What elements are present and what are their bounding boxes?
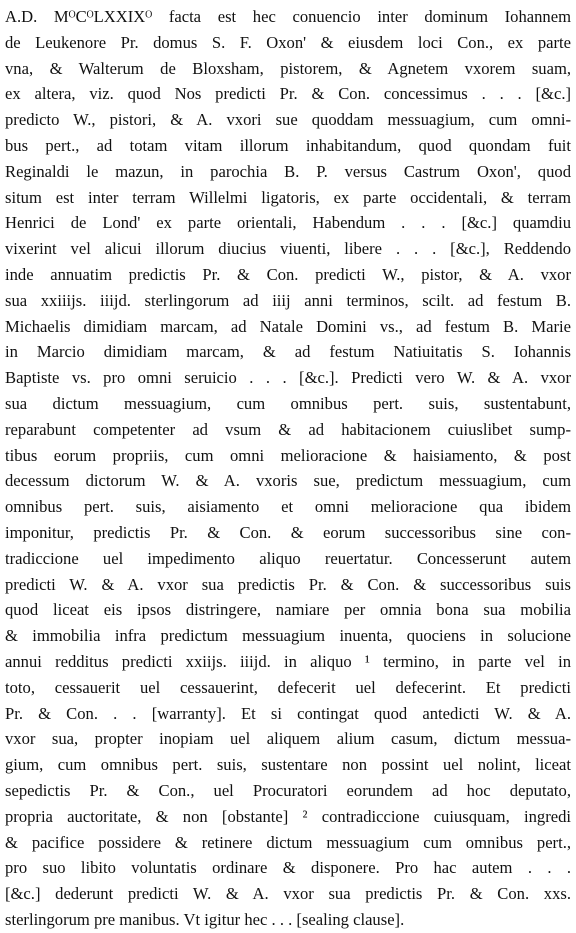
text-line: A.D. MᴼCᴼLXXIXᴼ facta est hec conuencio inter dominum Iohannem: [5, 7, 571, 26]
text-line: decessum dictorum W. & A. vxoris sue, predictum messuagium, cum: [5, 471, 571, 491]
text-line: Henrici de Lond' ex parte orientali, Habendum . . . [&c.] quamdiu: [5, 213, 571, 233]
text-line: ex altera, viz. quod Nos predicti Pr. & Con. concessimus . . . [&c.]: [5, 84, 571, 104]
text-line: sua xxiiijs. iiijd. sterlingorum ad iiij anni terminos, scilt. ad festum B.: [5, 290, 571, 310]
text-line: omnibus pert. suis, aisiamento et omni melioracione qua ibidem: [5, 497, 571, 517]
text-line: situm est inter terram Willelmi ligatoris, ex parte occidentali, & terram: [5, 187, 571, 207]
text-line: [&c.] dederunt predicti W. & A. vxor sua predictis Pr. & Con. xxs.: [5, 884, 571, 904]
text-line: quod liceat eis ipsos distringere, namiare per omnia bona sua mobilia: [5, 600, 571, 620]
document-page: [5, 4, 571, 933]
text-line: inde annuatim predictis Pr. & Con. predicti W., pistor, & A. vxor: [5, 264, 571, 284]
text-line: predicti W. & A. vxor sua predictis Pr. & Con. & successoribus suis: [5, 574, 571, 594]
text-line: Pr. & Con. . . [warranty]. Et si contingat quod antedicti W. & A.: [5, 703, 571, 723]
text-line: sterlingorum pre manibus. Vt igitur hec . . . [sealing clause].: [5, 909, 405, 929]
text-line: vxor sua, propter inopiam uel aliquem alium casum, dictum messua-: [5, 729, 571, 749]
text-line: & pacifice possidere & retinere dictum messuagium cum omnibus pert.,: [5, 832, 571, 852]
text-line: toto, cessauerit uel cessauerint, defecerit uel defecerint. Et predicti: [5, 677, 571, 697]
text-line: Michaelis dimidiam marcam, ad Natale Domini vs., ad festum B. Marie: [5, 316, 571, 336]
text-line: tibus eorum propriis, cum omni melioracione & haisiamento, & post: [5, 445, 571, 465]
text-line: vna, & Walterum de Bloxsham, pistorem, & Agnetem vxorem suam,: [5, 58, 571, 78]
text-line: tradiccione uel impedimento aliquo reuertatur. Concesserunt autem: [5, 548, 571, 568]
text-line: predicto W., pistori, & A. vxori sue quoddam messuagium, cum omni-: [5, 110, 571, 130]
text-line: pro suo libito voluntatis ordinare & disponere. Pro hac autem . . .: [5, 858, 571, 878]
text-line: reparabunt competenter ad vsum & ad habitacionem cuiuslibet sump-: [5, 419, 571, 439]
text-line: Reginaldi le mazun, in parochia B. P. versus Castrum Oxon', quod: [5, 161, 571, 181]
text-line: imponitur, predictis Pr. & Con. & eorum successoribus sine con-: [5, 522, 571, 542]
text-line: vixerint vel alicui illorum diucius viuenti, libere . . . [&c.], Reddendo: [5, 239, 571, 259]
text-line: annui redditus predicti xxiijs. iiijd. in aliquo ¹ termino, in parte vel in: [5, 651, 571, 671]
text-line: sepedictis Pr. & Con., uel Procuratori eorundem ad hoc deputato,: [5, 780, 571, 800]
text-line: sua dictum messuagium, cum omnibus pert. suis, sustentabunt,: [5, 393, 571, 413]
text-line: Baptiste vs. pro omni seruicio . . . [&c.]. Predicti vero W. & A. vxor: [5, 368, 571, 388]
text-line: bus pert., ad totam vitam illorum inhabitandum, quod quondam fuit: [5, 135, 571, 155]
text-line: propria auctoritate, & non [obstante] ² contradiccione cuiusquam, ingredi: [5, 806, 571, 826]
text-line: in Marcio dimidiam marcam, & ad festum Natiuitatis S. Iohannis: [5, 342, 571, 362]
text-line: de Leukenore Pr. domus S. F. Oxon' & eiusdem loci Con., ex parte: [5, 32, 571, 52]
text-line: gium, cum omnibus pert. suis, sustentare non possint uel nolint, liceat: [5, 755, 571, 775]
text-line: & immobilia infra predictum messuagium inuenta, quociens in solucione: [5, 626, 571, 646]
